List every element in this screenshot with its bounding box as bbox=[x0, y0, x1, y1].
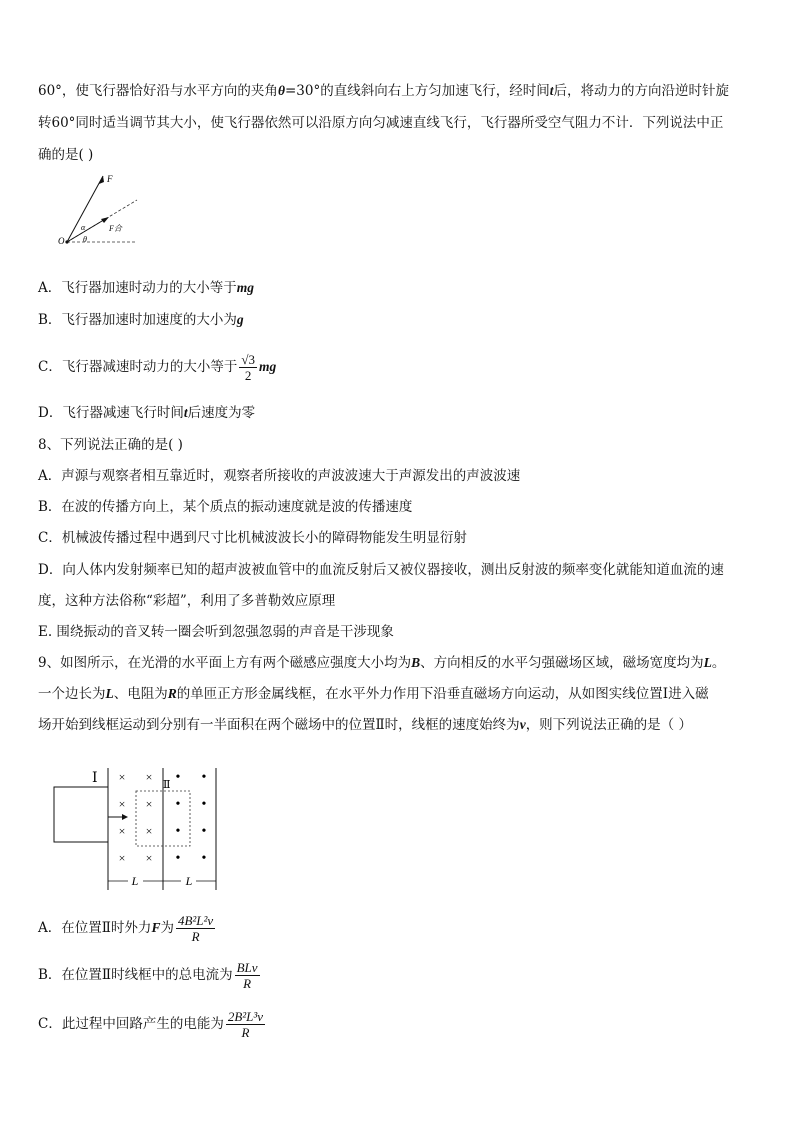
label-position-I: Ⅰ bbox=[92, 771, 98, 786]
q7-stem-line1: 60°，使飞行器恰好沿与水平方向的夹角θ=30°的直线斜向右上方匀加速飞行，经时间t后，将动力的方向沿逆时针旋 bbox=[38, 83, 729, 99]
dimension-label-L: L bbox=[131, 874, 139, 888]
current-fraction: $\frac{\text{BLv}}{R}$ bbox=[236, 960, 258, 991]
velocity-arrowhead bbox=[122, 814, 128, 820]
q8-option-a: A．声源与观察者相互靠近时，观察者所接收的声波波速大于声源发出的声波波速 bbox=[38, 468, 521, 484]
dot-mark: • bbox=[175, 770, 181, 785]
dot-mark: • bbox=[201, 797, 207, 812]
cross-mark: × bbox=[145, 770, 153, 784]
force-fraction: $\frac{\text{4B²L²v}}{R}$ bbox=[177, 913, 214, 944]
net-force-arrowhead bbox=[101, 217, 109, 223]
frame-position-I bbox=[54, 787, 108, 842]
cross-mark: × bbox=[118, 770, 126, 784]
dot-mark: • bbox=[201, 824, 207, 839]
q9-magnetic-field-diagram bbox=[50, 762, 230, 892]
field-out-of-page-dots bbox=[176, 770, 207, 866]
q9-stem-line2: 一个边长为L、电阻为R的单匝正方形金属线框，在水平外力作用下沿垂直磁场方向运动，从如图实线位置Ⅰ进入磁 bbox=[38, 686, 709, 702]
q8-option-d-line1: D．向人体内发射频率已知的超声波被血管中的血流反射后又被仪器接收，测出反射波的频率变化就能知道血流的速 bbox=[38, 562, 724, 578]
q7-option-c: C．飞行器减速时动力的大小等于 $\frac{√3}{2}$ mg bbox=[38, 352, 277, 383]
dot-mark: • bbox=[201, 851, 207, 866]
label-F: F bbox=[107, 174, 113, 184]
q8-option-b: B．在波的传播方向上，某个质点的振动速度就是波的传播速度 bbox=[38, 499, 413, 515]
q7-option-d: D．飞行器减速飞行时间t后速度为零 bbox=[38, 405, 256, 421]
label-O: O bbox=[58, 236, 65, 246]
force-F-line bbox=[67, 176, 103, 242]
force-F-arrowhead bbox=[99, 176, 104, 184]
cross-mark: × bbox=[118, 851, 126, 865]
cross-mark: × bbox=[145, 851, 153, 865]
origin-point bbox=[65, 240, 68, 243]
sqrt3-over-2-fraction: $\frac{√3}{2}$ bbox=[241, 352, 255, 383]
label-F-he: F合 bbox=[109, 224, 122, 233]
q7-stem-line3: 确的是( ) bbox=[38, 147, 94, 163]
label-position-II: Ⅱ bbox=[163, 779, 171, 791]
cross-mark: × bbox=[118, 824, 126, 838]
dot-mark: • bbox=[201, 770, 207, 785]
label-theta: θ bbox=[83, 235, 87, 244]
dot-mark: • bbox=[175, 824, 181, 839]
q7-stem-line2: 转60°同时适当调节其大小，使飞行器依然可以沿原方向匀减速直线飞行，飞行器所受空气阻力不计．下列说法中正 bbox=[38, 115, 724, 131]
dot-mark: • bbox=[175, 797, 181, 812]
q8-option-d-line2: 度，这种方法俗称“彩超”，利用了多普勒效应原理 bbox=[38, 593, 336, 609]
q8-stem: 8、下列说法正确的是( ) bbox=[38, 437, 183, 453]
dot-mark: • bbox=[175, 851, 181, 866]
q8-option-c: C．机械波传播过程中遇到尺寸比机械波波长小的障碍物能发生明显衍射 bbox=[38, 530, 467, 546]
cross-mark: × bbox=[145, 824, 153, 838]
q9-option-b: B．在位置Ⅱ时线框中的总电流为 $\frac{\text{BLv}}{R}$ bbox=[38, 960, 258, 991]
cross-mark: × bbox=[118, 797, 126, 811]
q9-option-a: A．在位置Ⅱ时外力F为 $\frac{\text{4B²L²v}}{R}$ bbox=[38, 913, 214, 944]
q7-option-a: A．飞行器加速时动力的大小等于mg bbox=[38, 280, 255, 296]
cross-mark: × bbox=[145, 797, 153, 811]
label-alpha: α bbox=[81, 223, 86, 232]
q7-option-b: B．飞行器加速时加速度的大小为g bbox=[38, 312, 244, 328]
q8-option-e: E. 围绕振动的音叉转一圈会听到忽强忽弱的声音是干涉现象 bbox=[38, 624, 394, 640]
q7-force-diagram bbox=[55, 170, 145, 250]
q9-stem-line3: 场开始到线框运动到分别有一半面积在两个磁场中的位置Ⅱ时，线框的速度始终为v，则下列说法正确的是（ ） bbox=[38, 717, 692, 733]
energy-fraction: $\frac{\text{2B²L³v}}{R}$ bbox=[227, 1009, 264, 1040]
q9-stem-line1: 9、如图所示，在光滑的水平面上方有两个磁感应强度大小均为B、方向相反的水平匀强磁场区域，磁场宽度均为L。 bbox=[38, 655, 726, 671]
q9-option-c: C．此过程中回路产生的电能为 $\frac{\text{2B²L³v}}{R}$ bbox=[38, 1009, 264, 1040]
dimension-label-L: L bbox=[185, 874, 193, 888]
